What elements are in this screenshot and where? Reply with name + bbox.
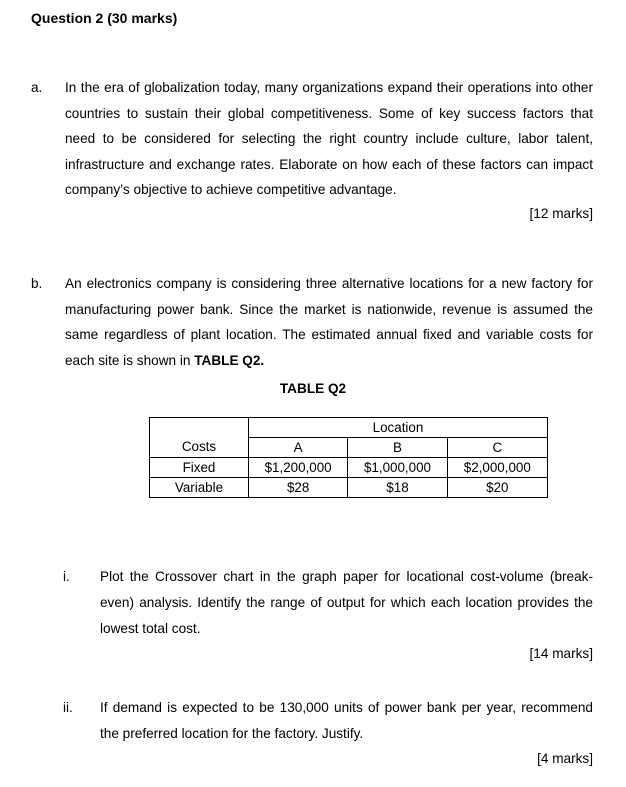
sub-i-marker: i.	[63, 569, 70, 584]
part-a-text: In the era of globalization today, many organizations expand their operations into other countries to sustain their global competitiveness. Some of key success factors that need to be considered for selecting the right country include culture, labor talent, infrastructure and exchange rates. Elaborate on how each of these factors can impact company’s objective to achieve competitive advantage.	[65, 80, 593, 197]
table-cell: $18	[348, 478, 447, 498]
table-cell: $1,000,000	[348, 458, 447, 478]
sub-i-marks: [14 marks]	[529, 646, 593, 661]
table-caption: TABLE Q2	[279, 381, 347, 396]
table-cell-empty	[150, 418, 249, 438]
cost-table	[149, 417, 548, 498]
location-a-header: A	[248, 438, 347, 458]
part-a-marks: [12 marks]	[529, 206, 593, 221]
part-b-marker: b.	[31, 276, 43, 291]
part-a-marker: a.	[31, 80, 43, 95]
part-b-text-main: An electronics company is considering three alternative locations for a new factory for manufacturing power bank. Since the market is nationwide, revenue is assumed the same regardless of plant location. The estimated annual fixed and variable costs for each site is shown in	[65, 276, 593, 368]
table-row	[150, 478, 548, 498]
location-header: Location	[248, 418, 547, 438]
table-row	[150, 438, 548, 458]
location-b-header: B	[348, 438, 447, 458]
sub-ii-marker: ii.	[63, 700, 73, 715]
part-b-text	[65, 271, 593, 373]
table-cell: $1,200,000	[248, 458, 347, 478]
location-c-header: C	[447, 438, 547, 458]
row-label-variable: Variable	[150, 478, 249, 498]
sub-ii-marks: [4 marks]	[537, 751, 593, 766]
costs-header: Costs	[150, 438, 249, 458]
table-cell: $2,000,000	[447, 458, 547, 478]
table-row	[150, 458, 548, 478]
row-label-fixed: Fixed	[150, 458, 249, 478]
sub-i-text: Plot the Crossover chart in the graph paper for locational cost-volume (break-even) analysis. Identify the range of output for which each location provides the lowest total cost.	[100, 569, 593, 636]
table-cell: $20	[447, 478, 547, 498]
table-row	[150, 418, 548, 438]
sub-ii-text: If demand is expected to be 130,000 units of power bank per year, recommend the preferred location for the factory. Justify.	[100, 700, 593, 741]
table-reference: TABLE Q2.	[194, 352, 265, 368]
question-heading: Question 2 (30 marks)	[31, 10, 178, 26]
table-cell: $28	[248, 478, 347, 498]
